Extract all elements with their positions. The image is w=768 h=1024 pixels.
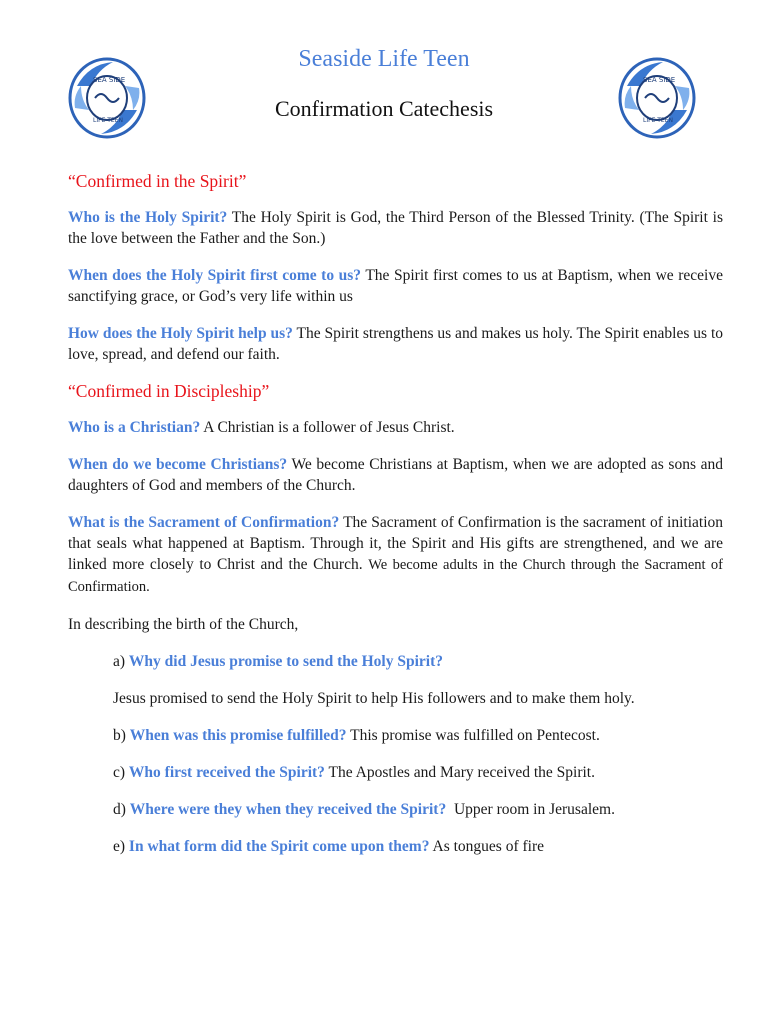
qa-paragraph: [68, 265, 723, 307]
qa-paragraph: [68, 323, 723, 365]
item-letter: d): [113, 801, 126, 818]
question: How does the Holy Spirit help us?: [68, 325, 293, 342]
sub-question: [113, 651, 723, 672]
answer: The Spirit first comes to us at Baptism, when we receive sanctifying grace, or God’s very life within us: [68, 267, 723, 305]
logo-text-bottom: LIFE TEEN: [643, 117, 673, 124]
qa-paragraph: [68, 512, 723, 598]
qa-paragraph: [68, 417, 723, 438]
question: When was this promise fulfilled?: [129, 727, 347, 744]
question: Where were they when they received the Spirit?: [129, 801, 447, 818]
organization-title: Seaside Life Teen: [298, 46, 470, 72]
section-heading: “Confirmed in Discipleship”: [68, 381, 270, 401]
answer: Jesus promised to send the Holy Spirit to help His followers and to make them holy.: [113, 690, 635, 707]
intro-text: In describing the birth of the Church,: [68, 616, 299, 633]
question: In what form did the Spirit come upon them?: [128, 838, 430, 855]
logo-text-bottom: LIFE TEEN: [93, 117, 123, 124]
logo-text-top: SEA SIDE: [93, 76, 126, 84]
answer: Upper room in Jerusalem.: [453, 801, 615, 818]
sub-question: [113, 725, 723, 746]
qa-paragraph: [68, 454, 723, 496]
sub-answer: [113, 688, 723, 709]
answer: The Spirit strengthens us and makes us holy. The Spirit enables us to love, spread, and defend our faith.: [68, 325, 724, 363]
logo-text-top: SEA SIDE: [643, 76, 676, 84]
question: Why did Jesus promise to send the Holy Spirit?: [128, 653, 443, 670]
document-body: [68, 171, 723, 873]
answer: The Apostles and Mary received the Spirit.: [328, 764, 595, 781]
item-letter: c): [113, 764, 126, 781]
question: When does the Holy Spirit first come to us?: [68, 267, 362, 284]
answer: The Holy Spirit is God, the Third Person of the Blessed Trinity. (The Spirit is the love between the Father and the Son.): [68, 209, 723, 247]
answer: This promise was fulfilled on Pentecost.: [350, 727, 600, 744]
question: Who first received the Spirit?: [128, 764, 325, 781]
qa-paragraph: [68, 207, 723, 249]
question: What is the Sacrament of Confirmation?: [68, 514, 340, 531]
question: Who is a Christian?: [68, 419, 201, 436]
question: When do we become Christians?: [68, 456, 288, 473]
section-heading: “Confirmed in the Spirit”: [68, 171, 247, 191]
item-letter: b): [113, 727, 126, 744]
question: Who is the Holy Spirit?: [68, 209, 228, 226]
answer: As tongues of fire: [432, 838, 544, 855]
item-letter: a): [113, 653, 126, 670]
sub-question: [113, 799, 723, 820]
answer: The Sacrament of Confirmation is the sacrament of initiation that seals what happened at Baptism. Through it, the Spirit and His gifts are strengthened, and we are linked more closely to Christ and the Church.: [68, 514, 723, 573]
answer-continued: We become adults in the Church through the Sacrament of Confirmation.: [68, 557, 724, 595]
answer: A Christian is a follower of Jesus Christ.: [203, 419, 455, 436]
item-letter: e): [113, 838, 126, 855]
sub-question: [113, 836, 723, 857]
sub-question: [113, 762, 723, 783]
answer: We become Christians at Baptism, when we are adopted as sons and daughters of God and members of the Church.: [68, 456, 724, 494]
document-title: Confirmation Catechesis: [274, 96, 494, 121]
